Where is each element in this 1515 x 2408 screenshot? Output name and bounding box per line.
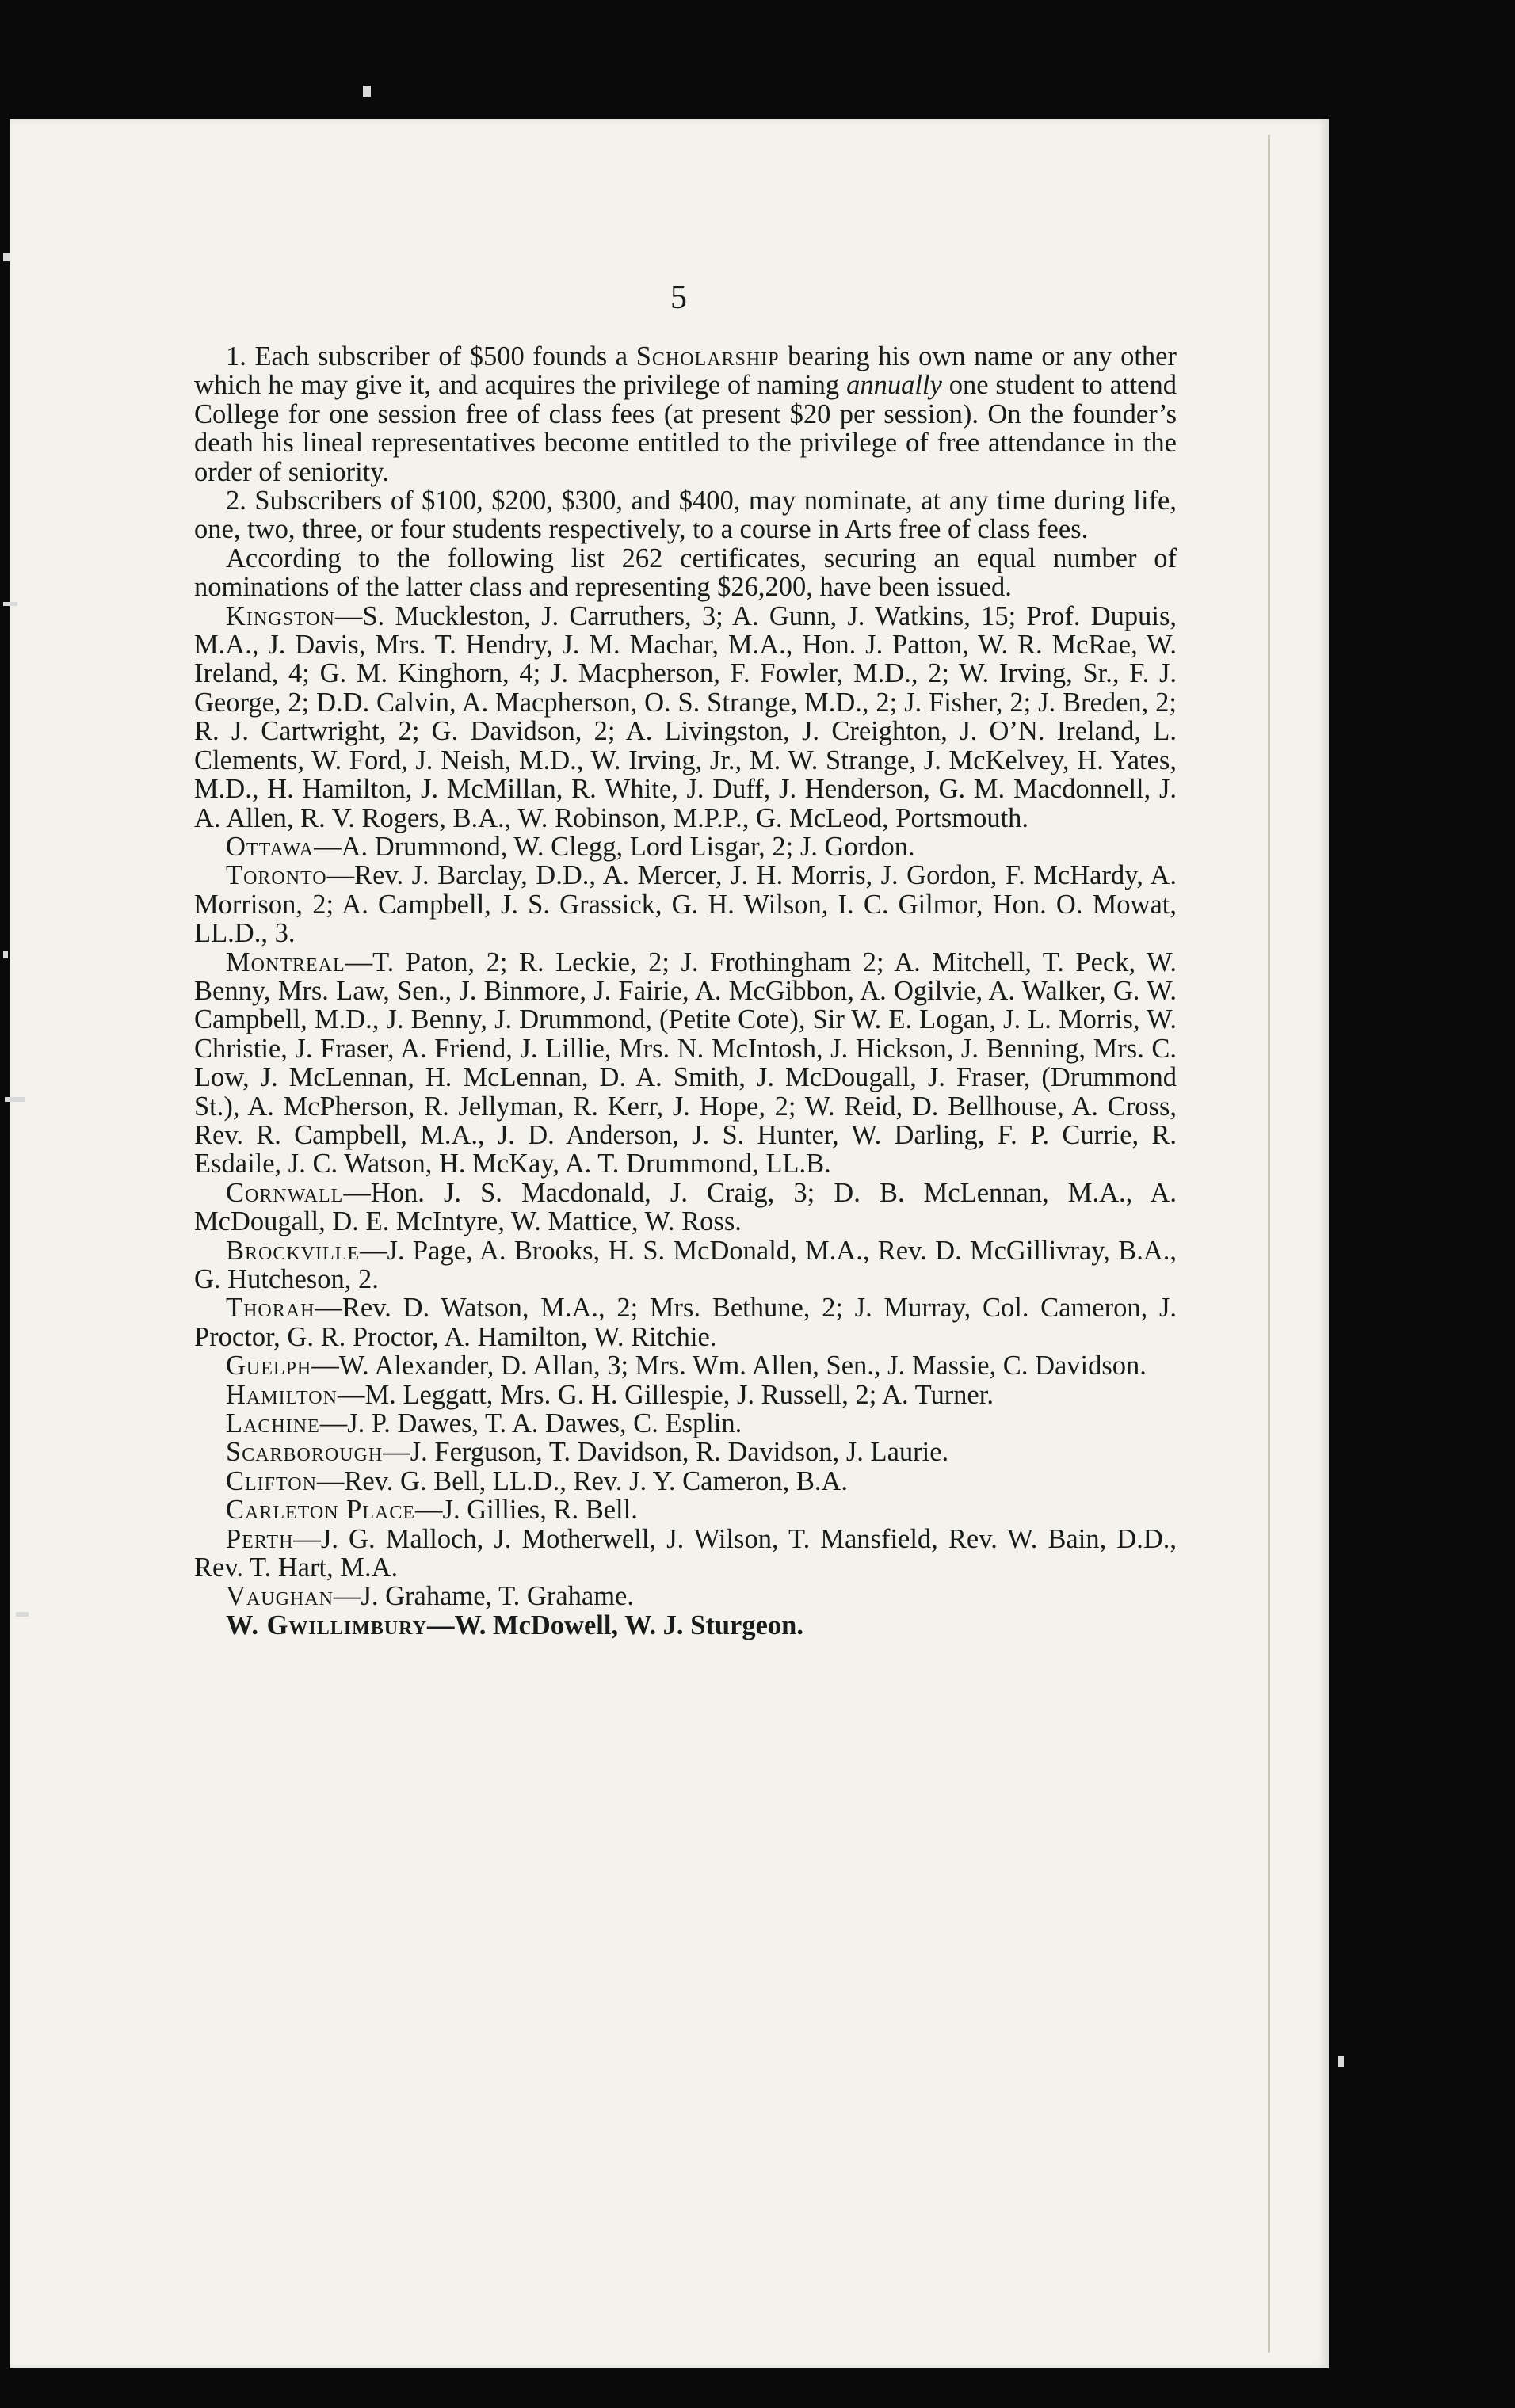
place-name: Guelph <box>226 1351 312 1381</box>
scan-speck <box>3 253 10 261</box>
place-name: Toronto <box>226 860 327 891</box>
subscriber-names: —T. Paton, 2; R. Leckie, 2; J. Frothingham 2; A. Mitchell, T. Peck, W. Benny, Mrs. Law, Sen., J. Binmore, J. Fairie, A. McGibbon, A. Ogilvie, A. Walker, G. W. Campbell, M.D., J. Benny, J. Drummond, (Petite Cote), Sir W. E. Logan, J. L. Morris, W. Christie, J. Fraser, A. Friend, J. Lillie, Mrs. N. McIntosh, J. Hickson, J. Benning, Mrs. C. Low, J. McLennan, H. McLennan, D. A. Smith, J. McDougall, J. Fraser, (Drummond St.), A. McPherson, R. Jellyman, R. Kerr, J. Hope, 2; W. Reid, D. Bellhouse, A. Cross, Rev. R. Campbell, M.A., J. D. Anderson, J. S. Hunter, W. Darling, F. P. Currie, R. Esdaile, J. C. Watson, H. McKay, A. T. Drummond, LL.B. <box>194 947 1177 1179</box>
subscriber-names: —J. Ferguson, T. Davidson, R. Davidson, J. Laurie. <box>383 1437 949 1468</box>
scan-speck <box>16 1612 29 1617</box>
place-entry <box>194 833 1177 861</box>
place-name: Brockville <box>226 1235 360 1266</box>
place-name: Lachine <box>226 1408 320 1439</box>
place-entry <box>194 1611 1177 1640</box>
place-name: Ottawa <box>226 831 315 862</box>
page-edge-shadow <box>1268 135 1270 2353</box>
place-entry <box>194 602 1177 833</box>
rule-1: 1. Each subscriber of $500 founds a Scholarship bearing his own name or any other which he may give it, and acquires the privilege of naming annually one student to attend College for one session free of class fees (at present $20 per session). On the founder’s death his lineal representatives become entitled to the privilege of free attendance in the order of seniority. <box>194 341 1177 487</box>
subscriber-names: —J. G. Malloch, J. Motherwell, J. Wilson, T. Mansfield, Rev. W. Bain, D.D., Rev. T. Hart, M.A. <box>194 1523 1177 1583</box>
subscriber-names: —Hon. J. S. Macdonald, J. Craig, 3; D. B. McLennan, M.A., A. McDougall, D. E. McIntyre, W. Mattice, W. Ross. <box>194 1177 1177 1237</box>
place-entry <box>194 1351 1177 1380</box>
scholarship-term: Scholarship <box>635 341 780 371</box>
scan-speck <box>363 86 371 97</box>
place-entry <box>194 1179 1177 1236</box>
subscriber-names: —Rev. G. Bell, LL.D., Rev. J. Y. Cameron, B.A. <box>316 1465 849 1496</box>
place-name: Thorah <box>226 1293 315 1324</box>
place-entry <box>194 1381 1177 1409</box>
place-entry <box>194 1495 1177 1524</box>
rule-2: 2. Subscribers of $100, $200, $300, and $400, may nominate, at any time during life, one, two, three, or four students respectively, to a course in Arts free of class fees. <box>194 486 1177 545</box>
place-name: Hamilton <box>226 1379 338 1410</box>
subscriber-names: —J. P. Dawes, T. A. Dawes, C. Esplin. <box>319 1408 742 1439</box>
place-entry <box>194 1525 1177 1583</box>
place-entry <box>194 861 1177 947</box>
subscriber-names: —S. Muckleston, J. Carruthers, 3; A. Gunn, J. Watkins, 15; Prof. Dupuis, M.A., J. Davis, Mrs. T. Hendry, J. M. Machar, M.A., Hon. J. Patton, W. R. McRae, W. Ireland, 4; G. M. Kinghorn, 4; J. Macpherson, F. Fowler, M.D., 2; W. Irving, Sr., F. J. George, 2; D.D. Calvin, A. Macpherson, O. S. Strange, M.D., 2; J. Fisher, 2; J. Breden, 2; R. J. Cartwright, 2; G. Davidson, 2; A. Livingston, J. Creighton, J. O’N. Ireland, L. Clements, W. Ford, J. Neish, M.D., W. Irving, Jr., M. W. Strange, J. McKelvey, H. Yates, M.D., H. Hamilton, J. McMillan, R. White, J. Duff, J. Henderson, G. M. Macdonnell, J. A. Allen, R. V. Rogers, B.A., W. Robinson, M.P.P., G. McLeod, Portsmouth. <box>194 600 1177 833</box>
subscriber-names: —Rev. D. Watson, M.A., 2; Mrs. Bethune, 2; J. Murray, Col. Cameron, J. Proctor, G. R. Proctor, A. Hamilton, W. Ritchie. <box>194 1293 1177 1352</box>
subscriber-names: —J. Gillies, R. Bell. <box>415 1495 638 1526</box>
place-name: W. Gwillimbury <box>226 1610 427 1640</box>
place-name: Vaughan <box>226 1581 334 1612</box>
rule-number: 1. <box>226 341 246 371</box>
place-name: Perth <box>226 1523 294 1554</box>
subscriber-names: —Rev. J. Barclay, D.D., A. Mercer, J. H. Morris, J. Gordon, F. McHardy, A. Morrison, 2; A. Campbell, J. S. Grassick, G. H. Wilson, I. C. Gilmor, Hon. O. Mowat, LL.D., 3. <box>194 860 1177 949</box>
place-name: Cornwall <box>226 1177 344 1208</box>
page-content <box>194 342 1177 1640</box>
scan-speck <box>5 1097 25 1102</box>
subscriber-names: —M. Leggatt, Mrs. G. H. Gillespie, J. Russell, 2; A. Turner. <box>337 1379 994 1410</box>
place-name: Clifton <box>226 1465 317 1496</box>
page-number: 5 <box>670 280 687 316</box>
place-entry <box>194 1409 1177 1438</box>
place-entry <box>194 1582 1177 1610</box>
place-name: Montreal <box>226 947 345 977</box>
intro-paragraph: According to the following list 262 certificates, securing an equal number of nominations of the latter class and representing $26,200, have been issued. <box>194 543 1177 603</box>
place-name: Kingston <box>226 600 335 631</box>
place-entry <box>194 1294 1177 1351</box>
place-entry <box>194 1236 1177 1294</box>
place-name: Carleton Place <box>226 1495 416 1526</box>
place-entry <box>194 948 1177 1179</box>
place-name: Scarborough <box>226 1437 384 1468</box>
subscriber-names: —W. Alexander, D. Allan, 3; Mrs. Wm. Allen, Sen., J. Massie, C. Davidson. <box>311 1351 1147 1381</box>
subscriber-names: —J. Page, A. Brooks, H. S. McDonald, M.A., Rev. D. McGillivray, B.A., G. Hutcheson, 2. <box>194 1235 1177 1294</box>
subscriber-list <box>194 602 1177 1640</box>
rule-number: 2. <box>226 486 246 516</box>
emphasis: annually <box>846 370 942 401</box>
subscriber-names: —J. Grahame, T. Grahame. <box>333 1581 634 1612</box>
subscriber-names: —A. Drummond, W. Clegg, Lord Lisgar, 2; J. Gordon. <box>314 831 915 862</box>
scan-speck <box>3 602 17 606</box>
subscriber-names: —W. McDowell, W. J. Sturgeon. <box>426 1610 803 1640</box>
scan-speck <box>1338 2056 1344 2067</box>
place-entry <box>194 1438 1177 1466</box>
scan-speck <box>3 951 8 958</box>
place-entry <box>194 1467 1177 1495</box>
